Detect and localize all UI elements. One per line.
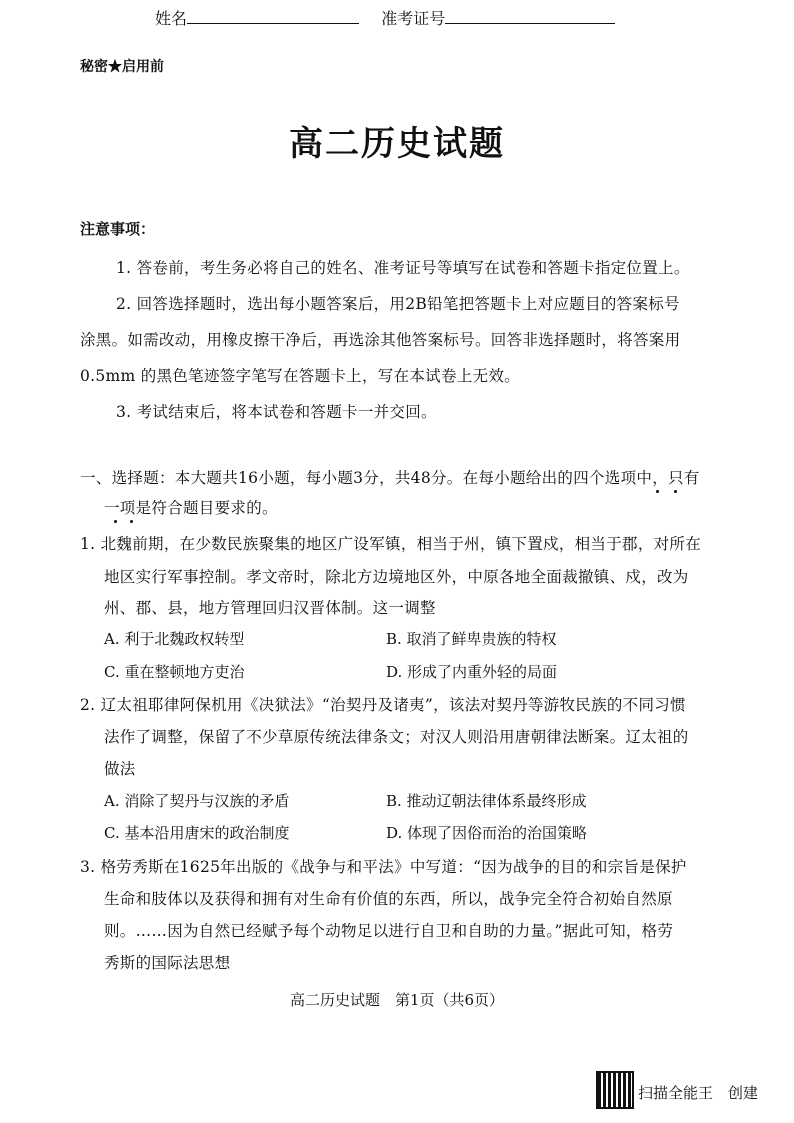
question-3-line: 秀斯的国际法思想 (104, 954, 231, 972)
section-heading: 一、选择题：本大题共16小题，每小题3分，共48分。在每小题给出的四个选项中，只有 (80, 469, 700, 487)
question-1-option-d[interactable]: D. 形成了内重外轻的局面 (386, 663, 558, 681)
question-1-line: 1. 北魏前期，在少数民族聚集的地区广设军镇，相当于州，镇下置戍，相当于郡，对所在 (80, 535, 702, 553)
page-title: 高二历史试题 (289, 124, 505, 164)
question-3-line: 生命和肢体以及获得和拥有对生命有价值的东西，所以，战争完全符合初始自然原 (104, 890, 673, 908)
question-1-option-b[interactable]: B. 取消了鲜卑贵族的特权 (386, 630, 557, 648)
section-heading-cont: 一项是符合题目要求的。 (104, 499, 278, 517)
question-2-option-a[interactable]: A. 消除了契丹与汉族的矛盾 (104, 792, 290, 810)
question-2-line: 2. 辽太祖耶律阿保机用《决狱法》“治契丹及诸夷”，该法对契丹等游牧民族的不同习惯 (80, 696, 686, 714)
question-2-line: 做法 (104, 760, 136, 778)
emphasis-dot (674, 490, 677, 493)
question-3-line: 则。……因为自然已经赋予每个动物足以进行自卫和自助的力量。”据此可知，格劳 (104, 922, 674, 940)
question-2-option-c[interactable]: C. 基本沿用唐宋的政治制度 (104, 824, 290, 842)
question-1-line: 州、郡、县，地方管理回归汉晋体制。这一调整 (104, 599, 436, 617)
candidate-info-line (155, 6, 615, 29)
question-1-line: 地区实行军事控制。孝文帝时，除北方边境地区外，中原各地全面裁撤镇、戍，改为 (104, 568, 689, 586)
notice-line: 3. 考试结束后，将本试卷和答题卡一并交回。 (116, 403, 437, 421)
exam-id-blank[interactable] (445, 9, 615, 24)
notice-line: 1. 答卷前，考生务必将自己的姓名、准考证号等填写在试卷和答题卡指定位置上。 (116, 259, 690, 277)
question-2-line: 法作了调整，保留了不少草原传统法律条文；对汉人则沿用唐朝律法断案。辽太祖的 (104, 728, 689, 746)
confidential-mark: 秘密★启用前 (80, 59, 164, 75)
question-3-line: 3. 格劳秀斯在1625年出版的《战争与和平法》中写道：“因为战争的目的和宗旨是保护 (80, 858, 687, 876)
exam-id-label: 准考证号 (381, 9, 446, 28)
notice-heading: 注意事项： (80, 220, 156, 238)
emphasis-dot (114, 520, 117, 523)
question-2-option-d[interactable]: D. 体现了因俗而治的治国策略 (386, 824, 588, 842)
name-label: 姓名 (155, 9, 188, 28)
notice-line: 涂黑。如需改动，用橡皮擦干净后，再选涂其他答案标号。回答非选择题时，将答案用 (80, 331, 681, 349)
qr-code-icon (596, 1071, 634, 1109)
notice-line: 0.5mm 的黑色笔迹签字笔写在答题卡上，写在本试卷上无效。 (80, 367, 520, 385)
name-blank[interactable] (187, 9, 359, 24)
emphasis-dot (130, 520, 133, 523)
notice-line: 2. 回答选择题时，选出每小题答案后，用2B铅笔把答题卡上对应题目的答案标号 (116, 295, 680, 313)
scanner-watermark: 扫描全能王 创建 (638, 1084, 759, 1102)
question-1-option-c[interactable]: C. 重在整顿地方吏治 (104, 663, 245, 681)
emphasis-dot (656, 490, 659, 493)
page-footer: 高二历史试题 第1页（共6页） (289, 991, 505, 1009)
question-1-option-a[interactable]: A. 利于北魏政权转型 (104, 630, 245, 648)
question-2-option-b[interactable]: B. 推动辽朝法律体系最终形成 (386, 792, 587, 810)
